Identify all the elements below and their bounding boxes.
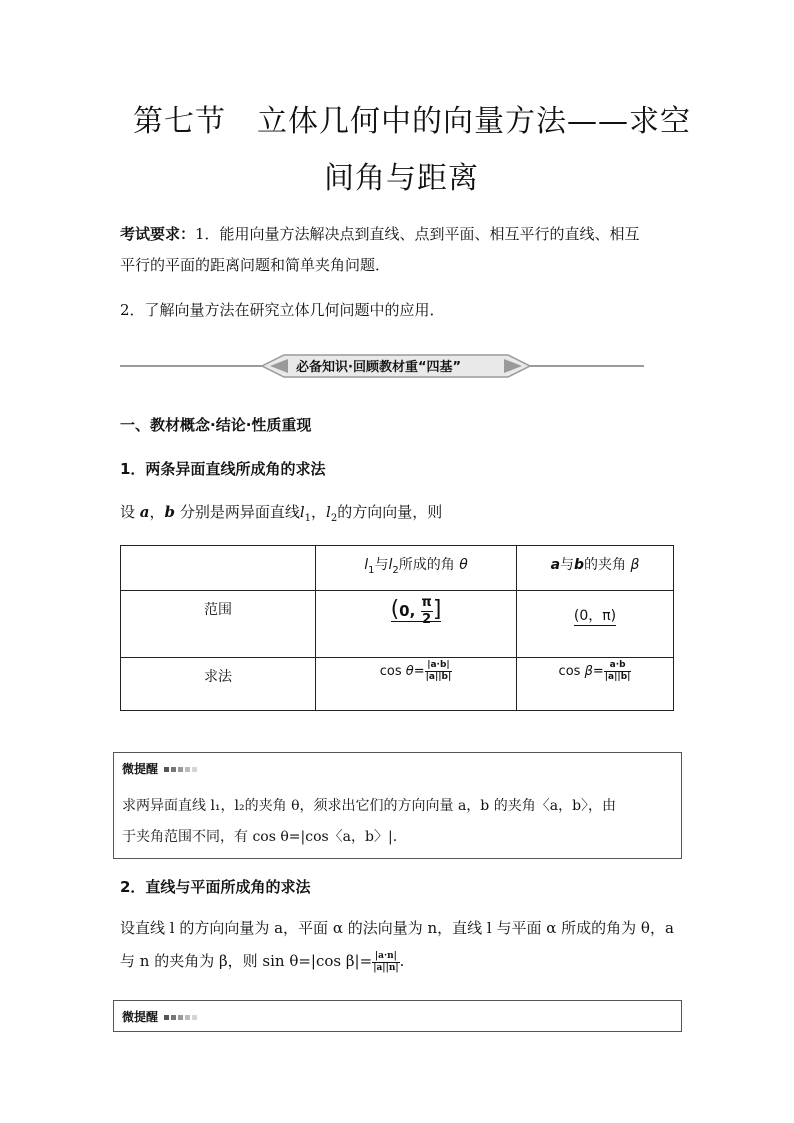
section2-line2: 与 n 的夹角为 β，则 sin θ=|cos β|= $\frac{|a\cdot n|}{|a||n|}$ .	[120, 950, 405, 973]
requirements-label: 考试要求：	[120, 225, 196, 243]
table-method-theta: cos θ= $\frac{|a\cdot b|}{|a||b|}$	[316, 658, 517, 711]
requirements-line2: 平行的平面的距离问题和简单夹角问题．	[120, 256, 391, 274]
tip-square-icon	[185, 767, 190, 772]
vector-a: a	[139, 503, 150, 521]
page-title-line1: 第七节 立体几何中的向量方法——求空	[133, 104, 691, 139]
table-row-method	[121, 658, 674, 711]
tip-box-1	[113, 752, 682, 859]
line-l1: l	[299, 503, 305, 521]
tip-square-icon	[192, 767, 197, 772]
tip-square-icon	[171, 767, 176, 772]
intro-comma: ，	[149, 503, 165, 521]
table-header-theta: $l_1$与$l_2$所成的角 θ	[316, 546, 517, 591]
requirements-item2: 2．了解向量方法在研究立体几何问题中的应用．	[120, 301, 445, 319]
tip-square-icon	[164, 1015, 169, 1020]
tip-square-icon	[178, 1015, 183, 1020]
tip-box-2	[113, 1000, 682, 1032]
tip1-line2: 于夹角范围不同，有 cos θ=|cos〈a，b〉|.	[122, 829, 398, 845]
page-title-line2: 间角与距离	[324, 161, 479, 196]
tip-label-1: 微提醒	[122, 760, 197, 777]
intro-post: 的方向向量，则	[337, 503, 443, 521]
requirements-line1	[120, 219, 640, 249]
sub-1: 1	[304, 513, 312, 524]
angle-table	[120, 545, 674, 711]
banner-text: 必备知识·回顾教材重“四基”	[296, 360, 462, 375]
table-corner	[121, 546, 316, 591]
table-label-range: 范围	[121, 591, 316, 658]
table-range-beta: (0，π)	[517, 591, 674, 658]
tip1-line1: 求两异面直线 l₁，l₂的夹角 θ，须求出它们的方向向量 a，b 的夹角〈a，b〉，由	[122, 798, 617, 814]
intro-pre: 设	[120, 503, 136, 521]
table-row-header	[121, 546, 674, 591]
sub-2: 2	[330, 513, 338, 524]
section2-sub2: 2．直线与平面所成角的求法	[120, 878, 311, 896]
table-row-range	[121, 591, 674, 658]
tip-square-icon	[164, 767, 169, 772]
tip-label-2: 微提醒	[122, 1008, 197, 1025]
intro-sep: ，	[311, 503, 327, 521]
table-range-theta: (0, $\frac{\pi}{2}$ ]	[316, 591, 517, 658]
requirements-item1-line1: 1．能用向量方法解决点到直线、点到平面、相互平行的直线、相互	[195, 225, 640, 243]
banner-right-line	[522, 365, 644, 367]
table-method-beta: cos β= $\frac{a\cdot b}{|a||b|}$	[517, 658, 674, 711]
line-l2: l	[326, 503, 331, 521]
tip-square-icon	[171, 1015, 176, 1020]
table-label-method: 求法	[121, 658, 316, 711]
table-header-beta: a与b的夹角 β	[517, 546, 674, 591]
section1-intro	[120, 497, 442, 534]
section1-sub1: 1．两条异面直线所成角的求法	[120, 460, 326, 478]
tip-square-icon	[192, 1015, 197, 1020]
tip-square-icon	[178, 767, 183, 772]
intro-mid: 分别是两异面直线	[179, 503, 300, 521]
section2-line1: 设直线 l 的方向向量为 a，平面 α 的法向量为 n，直线 l 与平面 α 所成的角为 θ，a	[120, 919, 674, 937]
tip-square-icon	[185, 1015, 190, 1020]
banner-left-line	[120, 365, 270, 367]
vector-b: b	[164, 503, 176, 521]
section1-heading: 一、教材概念·结论·性质重现	[120, 416, 312, 434]
